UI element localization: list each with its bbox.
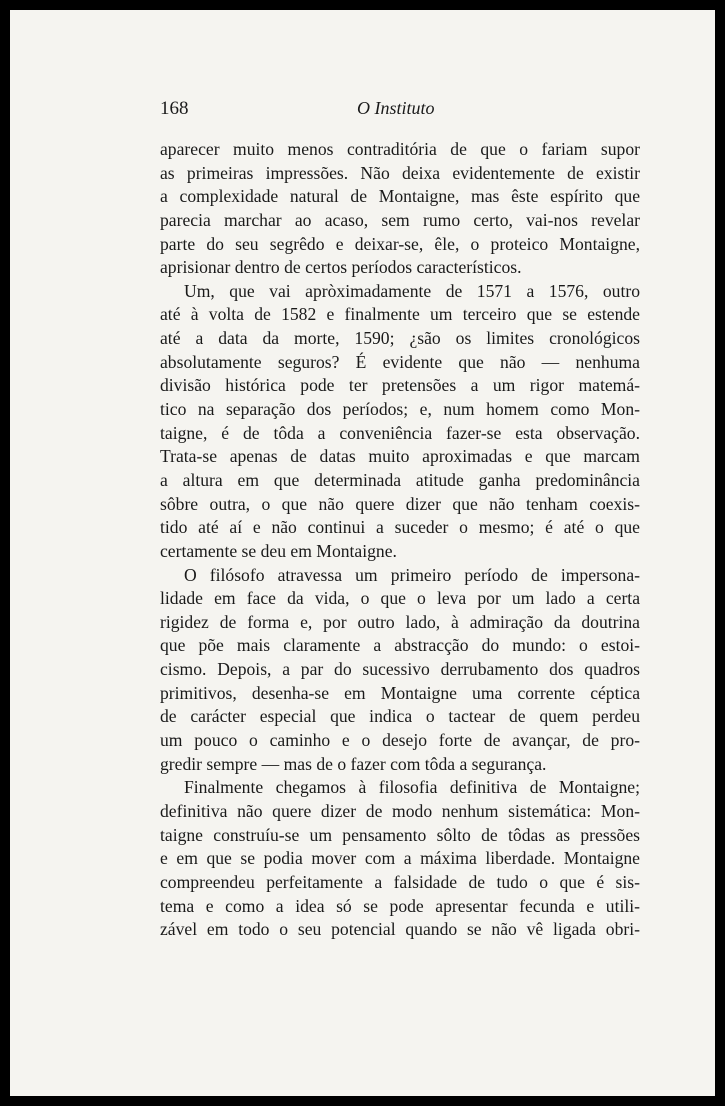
text-line: um pouco o caminho e o desejo forte de avançar, de pro-	[160, 730, 640, 751]
text-line: definitiva não quere dizer de modo nenhum sistemática: Mon-	[160, 800, 640, 821]
text-line: aparecer muito menos contraditória de que o fariam supor	[160, 139, 640, 159]
text-line: divisão histórica pode ter pretensões a um rigor matemá-	[160, 375, 640, 396]
text-line: a altura em que determinada atitude ganha predominância	[160, 469, 640, 490]
paragraph	[160, 776, 640, 941]
text-line: Um, que vai apròximadamente de 1571 a 1576, outro	[184, 280, 640, 301]
text-line: primitivos, desenha-se em Montaigne uma corrente céptica	[160, 682, 640, 703]
running-title: O Instituto	[357, 98, 435, 118]
paragraph	[160, 280, 640, 564]
text-line: sôbre outra, o que não quere dizer que não tenham coexis-	[160, 493, 640, 514]
body-text	[160, 138, 640, 942]
text-line: e em que se podia mover com a máxima liberdade. Montaigne	[160, 848, 640, 869]
text-line: certamente se deu em Montaigne.	[160, 540, 397, 561]
text-line: de carácter especial que indica o tactear de quem perdeu	[160, 706, 640, 727]
text-line: zável em todo o seu potencial quando se não vê ligada obri-	[160, 919, 640, 940]
text-line: rigidez de forma e, por outro lado, à admiração da doutrina	[160, 611, 640, 632]
text-line: Trata-se apenas de datas muito aproximadas e que marcam	[160, 446, 640, 467]
text-line: absolutamente seguros? É evidente que não — nenhuma	[160, 351, 640, 372]
text-line: até à volta de 1582 e finalmente um terceiro que se estende	[160, 304, 640, 325]
text-line: que põe mais claramente a abstracção do mundo: o estoi-	[160, 635, 640, 656]
page-header	[160, 98, 640, 120]
page-number: 168	[160, 98, 189, 119]
text-line: cismo. Depois, a par do sucessivo derrubamento dos quadros	[160, 659, 640, 680]
text-line: até a data da morte, 1590; ¿são os limites cronológicos	[160, 328, 640, 349]
text-line: parecia marchar ao acaso, sem rumo certo, vai-nos revelar	[160, 209, 640, 230]
text-line: Finalmente chegamos à filosofia definitiva de Montaigne;	[184, 777, 640, 798]
text-line: aprisionar dentro de certos períodos característicos.	[160, 257, 522, 278]
text-line: parte do seu segrêdo e deixar-se, êle, o proteico Montaigne,	[160, 233, 640, 254]
text-line: tema e como a idea só se pode apresentar fecunda e utili-	[160, 895, 640, 916]
text-line: taigne, é de tôda a conveniência fazer-se esta observação.	[160, 422, 640, 443]
text-line: gredir sempre — mas de o fazer com tôda a segurança.	[160, 753, 547, 774]
text-line: lidade em face da vida, o que o leva por um lado a certa	[160, 588, 640, 609]
text-line: O filósofo atravessa um primeiro período de impersona-	[184, 564, 640, 585]
text-line: compreendeu perfeitamente a falsidade de tudo o que é sis-	[160, 871, 640, 892]
text-line: a complexidade natural de Montaigne, mas êste espírito que	[160, 186, 640, 207]
paragraph	[160, 564, 640, 777]
text-line: as primeiras impressões. Não deixa evidentemente de existir	[160, 162, 640, 183]
book-page	[10, 10, 715, 1096]
text-line: taigne construíu-se um pensamento sôlto de tôdas as pressões	[160, 824, 640, 845]
text-line: tido até aí e não continui a suceder o mesmo; é até o que	[160, 517, 640, 538]
text-line: tico na separação dos períodos; e, num homem como Mon-	[160, 399, 640, 420]
paragraph	[160, 138, 640, 280]
